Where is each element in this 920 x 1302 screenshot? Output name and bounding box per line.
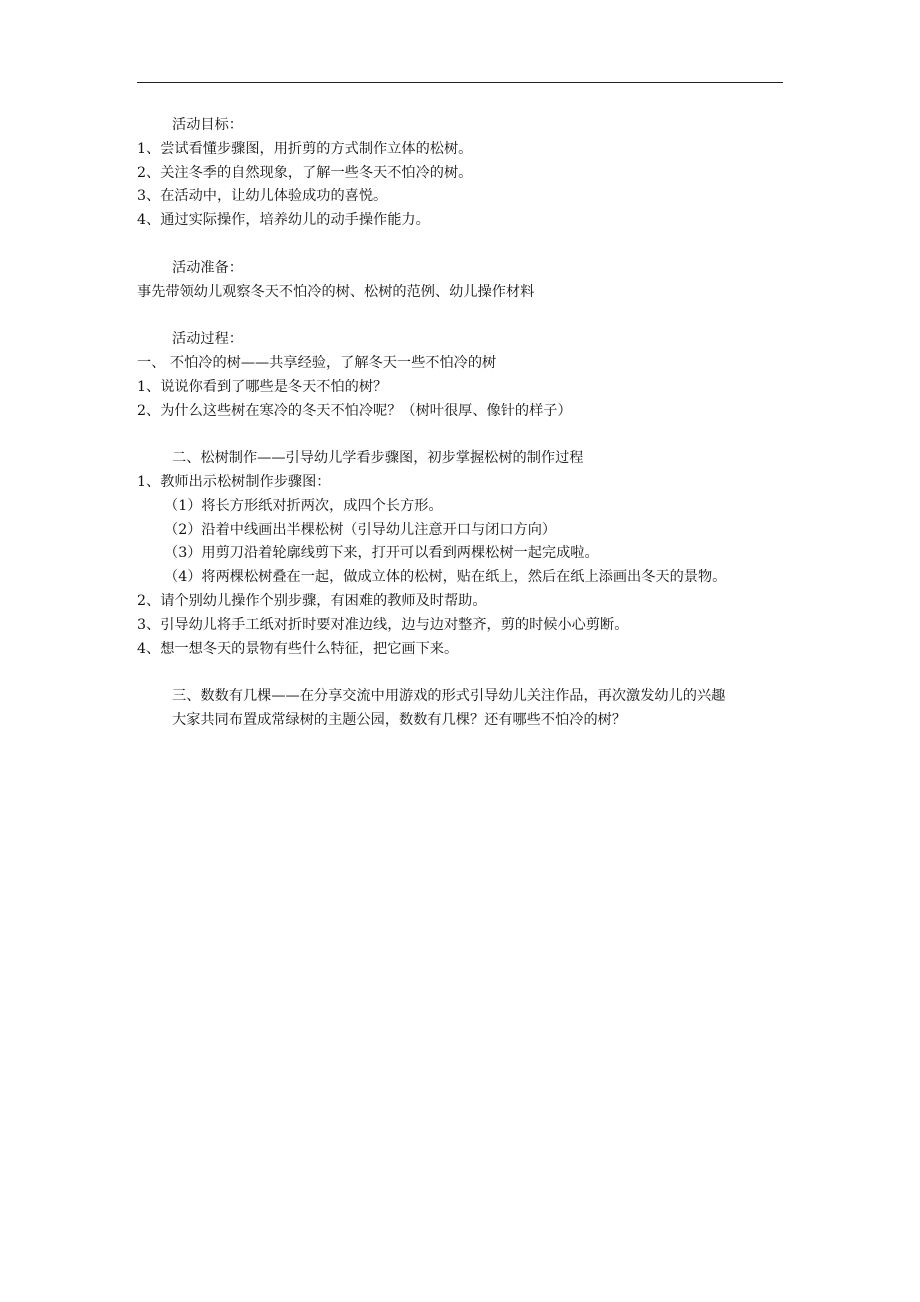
part1-item: 2、为什么这些树在寒冷的冬天不怕冷呢？（树叶很厚、像针的样子） <box>137 402 572 419</box>
part2-intro: 1、教师出示松树制作步骤图： <box>137 473 331 490</box>
goal-item: 1、尝试看懂步骤图，用折剪的方式制作立体的松树。 <box>137 140 473 157</box>
goal-item: 3、在活动中，让幼儿体验成功的喜悦。 <box>137 188 388 205</box>
part1-item: 1、说说你看到了哪些是冬天不怕的树？ <box>137 378 388 395</box>
step-item: （2）沿着中线画出半棵松树（引导幼儿注意开口与闭口方向） <box>164 521 557 538</box>
goal-item: 2、关注冬季的自然现象，了解一些冬天不怕冷的树。 <box>137 164 473 181</box>
process-heading: 活动过程： <box>172 331 243 348</box>
part2-title: 二、松树制作——引导幼儿学看步骤图，初步掌握松树的制作过程 <box>172 450 584 467</box>
part3-text: 大家共同布置成常绿树的主题公园，数数有几棵？还有哪些不怕冷的树？ <box>172 711 627 728</box>
part2-item: 2、请个别幼儿操作个别步骤，有困难的教师及时帮助。 <box>137 592 487 609</box>
step-item: （4）将两棵松树叠在一起，做成立体的松树，贴在纸上，然后在纸上添画出冬天的景物。 <box>164 569 727 586</box>
step-item: （1）将长方形纸对折两次，成四个长方形。 <box>164 497 443 514</box>
part2-item: 4、想一想冬天的景物有些什么特征，把它画下来。 <box>137 640 459 657</box>
header-rule <box>137 82 783 83</box>
part3-title: 三、数数有几棵——在分享交流中用游戏的形式引导幼儿关注作品，再次激发幼儿的兴趣 <box>172 688 726 705</box>
part1-title: 一、 不怕冷的树——共享经验，了解冬天一些不怕冷的树 <box>137 354 497 371</box>
prep-heading: 活动准备： <box>172 259 243 276</box>
goal-item: 4、通过实际操作，培养幼儿的动手操作能力。 <box>137 212 430 229</box>
part2-item: 3、引导幼儿将手工纸对折时要对准边线，边与边对整齐，剪的时候小心剪断。 <box>137 616 629 633</box>
goals-heading: 活动目标： <box>172 117 243 133</box>
prep-text: 事先带领幼儿观察冬天不怕冷的树、松树的范例、幼儿操作材料 <box>137 283 535 300</box>
document-body <box>137 114 784 733</box>
step-item: （3）用剪刀沿着轮廓线剪下来，打开可以看到两棵松树一起完成啦。 <box>164 545 599 562</box>
